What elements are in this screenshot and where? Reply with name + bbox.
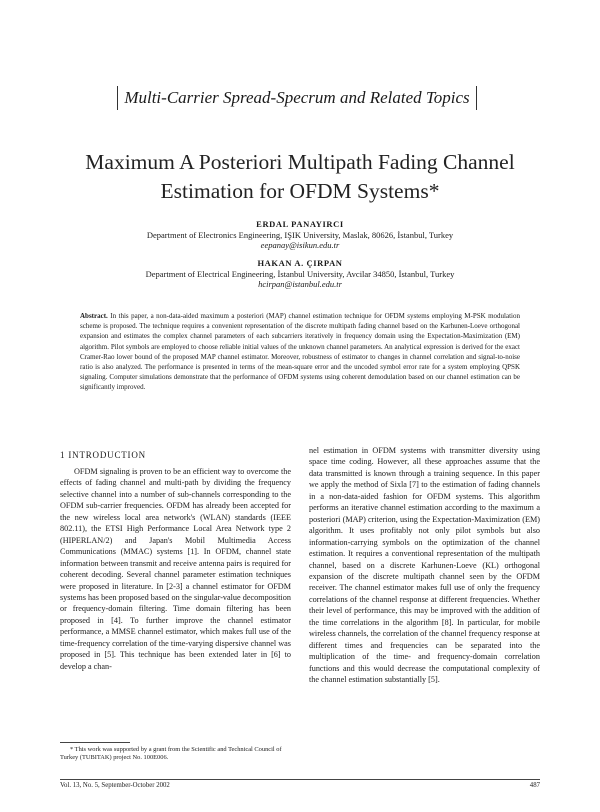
- author-email: eepanay@isikun.edu.tr: [260, 240, 340, 250]
- author-block-1: [60, 219, 540, 251]
- section-heading-introduction: 1 INTRODUCTION: [60, 450, 146, 460]
- author-affiliation: Department of Electronics Engineering, IŞIK University, Maslak, 80626, İstanbul, Turkey: [146, 229, 454, 240]
- footnote: * This work was supported by a grant from the Scientific and Technical Council of Turkey (TUBITAK) project No. 100E006.: [60, 746, 282, 762]
- paper-title: [60, 148, 540, 206]
- intro-right-column: nel estimation in OFDM systems with transmitter diversity using space time coding. However, all these approaches assume that the data transmitted is known through a training sequence. In this paper we apply the method of Sixla [7] to the estimation of fading channels in a non-data-aided fashion for OFDM systems. This algorithm performs an iterative channel estimation according to the maximum a posteriori (MAP) criterion, using the Expectation-Maximization (EM) algorithm. It uses profitably not only pilot symbols but also information-carrying symbols on the optimization of the channel estimation. It requires a conventional representation of the multipath channel, based on a discrete Karhunen-Loeve (KL) orthogonal expansion of the discrete multipath channel seen by the OFDM receiver. The channel estimator makes full use of only the frequency correlations of the channel response at different frequencies. Whether their level of performance, this may be improved with the addition of the time correlations in the algorithm [8]. In particular, for mobile wireless channels, the correlation of the channel frequency response at different times and frequencies can be separated into the multiplication of the time- and frequency-domain correlation functions and this would decrease the computational complexity of the channel estimation substantially [5].: [309, 446, 540, 685]
- abstract: [80, 311, 520, 393]
- title-line-1: Maximum A Posteriori Multipath Fading Channel: [85, 150, 515, 174]
- section-title: Multi-Carrier Spread-Specrum and Related Topics: [124, 88, 470, 107]
- footnote-divider: [60, 742, 130, 743]
- abstract-label: Abstract.: [80, 312, 108, 320]
- footer-journal-info: Vol. 13, No. 5, September-October 2002: [60, 782, 170, 789]
- author-email: hcirpan@istanbul.edu.tr: [258, 279, 342, 289]
- footer-page-number: 487: [529, 782, 540, 789]
- author-affiliation: Department of Electrical Engineering, İstanbul University, Avcilar 34850, İstanbul, Turkey: [145, 268, 455, 279]
- section-banner: [117, 86, 477, 110]
- abstract-text: In this paper, a non-data-aided maximum a posteriori (MAP) channel estimation technique for OFDM systems employing M-PSK modulation scheme is proposed. The technique requires a convenient representation of the discrete multipath fading channel based on the Karhunen-Loeve orthogonal expansion and estimates the complex channel parameters of each subcarriers iteratively in frequency domain using the Expectation-Maximization (EM) algorithm. Pilot symbols are employed to choose reliable initial values of the unknown channel parameters. An analytical expression is derived for the exact Cramer-Rao lower bound of the proposed MAP channel estimator. Moreover, robustness of estimator to changes in channel correlation and signal-to-noise ratio is also analyzed. The performance is presented in terms of the mean-square error and the uncoded symbol error rate for a system employing QPSK signaling. Computer simulations demonstrate that the performance of OFDM systems using coherent demodulation based on our channel estimation can be significantly improved.: [80, 312, 521, 392]
- author-name: ERDAL PANAYIRCI: [256, 219, 344, 229]
- author-name: HAKAN A. ÇIRPAN: [257, 258, 343, 268]
- author-block-2: [60, 258, 540, 290]
- title-line-2: Estimation for OFDM Systems*: [160, 179, 440, 203]
- footer-divider: [60, 779, 540, 780]
- intro-left-column: OFDM signaling is proven to be an efficient way to overcome the effects of fading channel and multi-path by dividing the frequency selective channel into a number of sub-channels corresponding to the OFDM sub-carrier frequencies. OFDM has already been accepted for the new wireless local area network's (WLAN) standards (IEEE 802.11), the ETSI High Performance Local Area Network type 2 (HIPERLAN/2) and Japan's Mobil Multimedia Access Communications (MMAC) systems [1]. In OFDM, channel state information between transmit and receive antenna pairs is required for coherent decoding. Several channel parameter estimation techniques were proposed in literature. In [2-3] a channel estimator for OFDM systems has been proposed based on the singular-value decomposition or frequency-domain filtering. Time domain filtering has been proposed in [4]. To further improve the channel estimator performance, a MMSE channel estimator, which makes full use of the time-frequency correlation of the time-varying dispersive channel was proposed in [5]. This technique has been extended later in [6] to develop a chan-: [60, 467, 291, 671]
